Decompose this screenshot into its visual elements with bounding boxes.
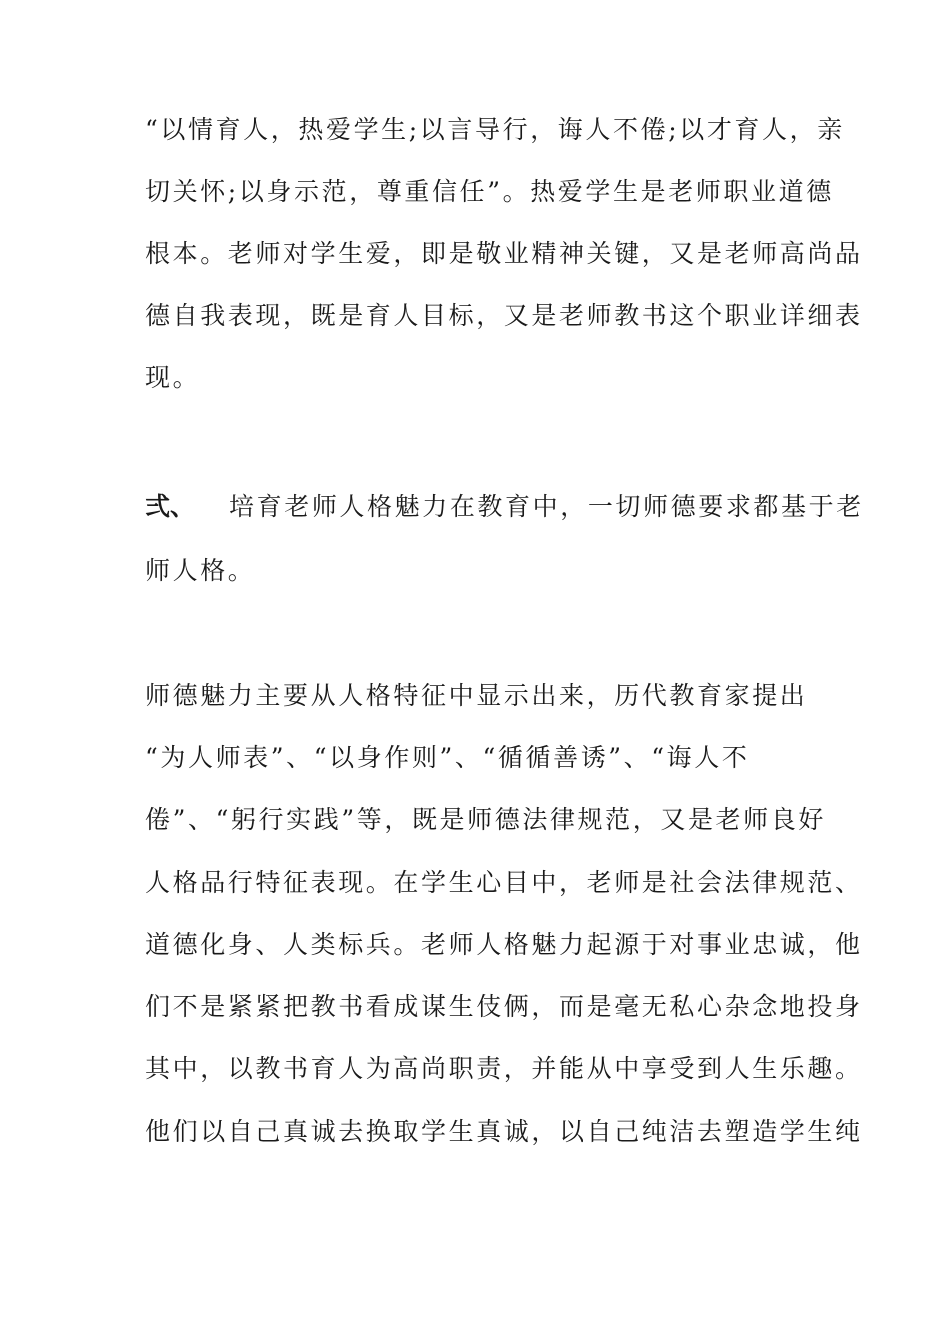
section-2-heading-line-2: 师人格。 [145, 556, 256, 585]
paragraph-2-line-8: 他们以自己真诚去换取学生真诚，以自己纯洁去塑造学生纯 [145, 1117, 863, 1146]
paragraph-2-line-4: 人格品行特征表现。在学生心目中，老师是社会法律规范、 [145, 868, 863, 897]
paragraph-1-line-1: “以情育人，热爱学生;以言导行，诲人不倦;以才育人，亲 [145, 115, 845, 144]
paragraph-1-line-5: 现。 [145, 363, 201, 392]
paragraph-1-line-4: 德自我表现，既是育人目标，又是老师教书这个职业详细表 [145, 301, 863, 330]
section-2-number: 弍、 [145, 492, 196, 521]
paragraph-2-line-3: 倦”、“躬行实践”等，既是师德法律规范，又是老师良好 [145, 805, 826, 834]
section-2-heading [145, 491, 864, 523]
paragraph-2-line-7: 其中，以教书育人为高尚职责，并能从中享受到人生乐趣。 [145, 1054, 863, 1083]
paragraph-2-line-2: “为人师表”、“以身作则”、“循循善诱”、“诲人不 [145, 743, 750, 772]
paragraph-2-line-6: 们不是紧紧把教书看成谋生伎俩，而是毫无私心杂念地投身 [145, 992, 863, 1021]
section-2-heading-line-1: 培育老师人格魅力在教育中，一切师德要求都基于老 [229, 492, 864, 521]
paragraph-1-line-3: 根本。老师对学生爱，即是敬业精神关键，又是老师高尚品 [145, 239, 863, 268]
paragraph-1-line-2: 切关怀;以身示范，尊重信任”。热爱学生是老师职业道德 [145, 177, 834, 206]
paragraph-2-line-1: 师德魅力主要从人格特征中显示出来，历代教育家提出 [145, 681, 808, 710]
paragraph-2-line-5: 道德化身、人类标兵。老师人格魅力起源于对事业忠诚，他 [145, 930, 863, 959]
